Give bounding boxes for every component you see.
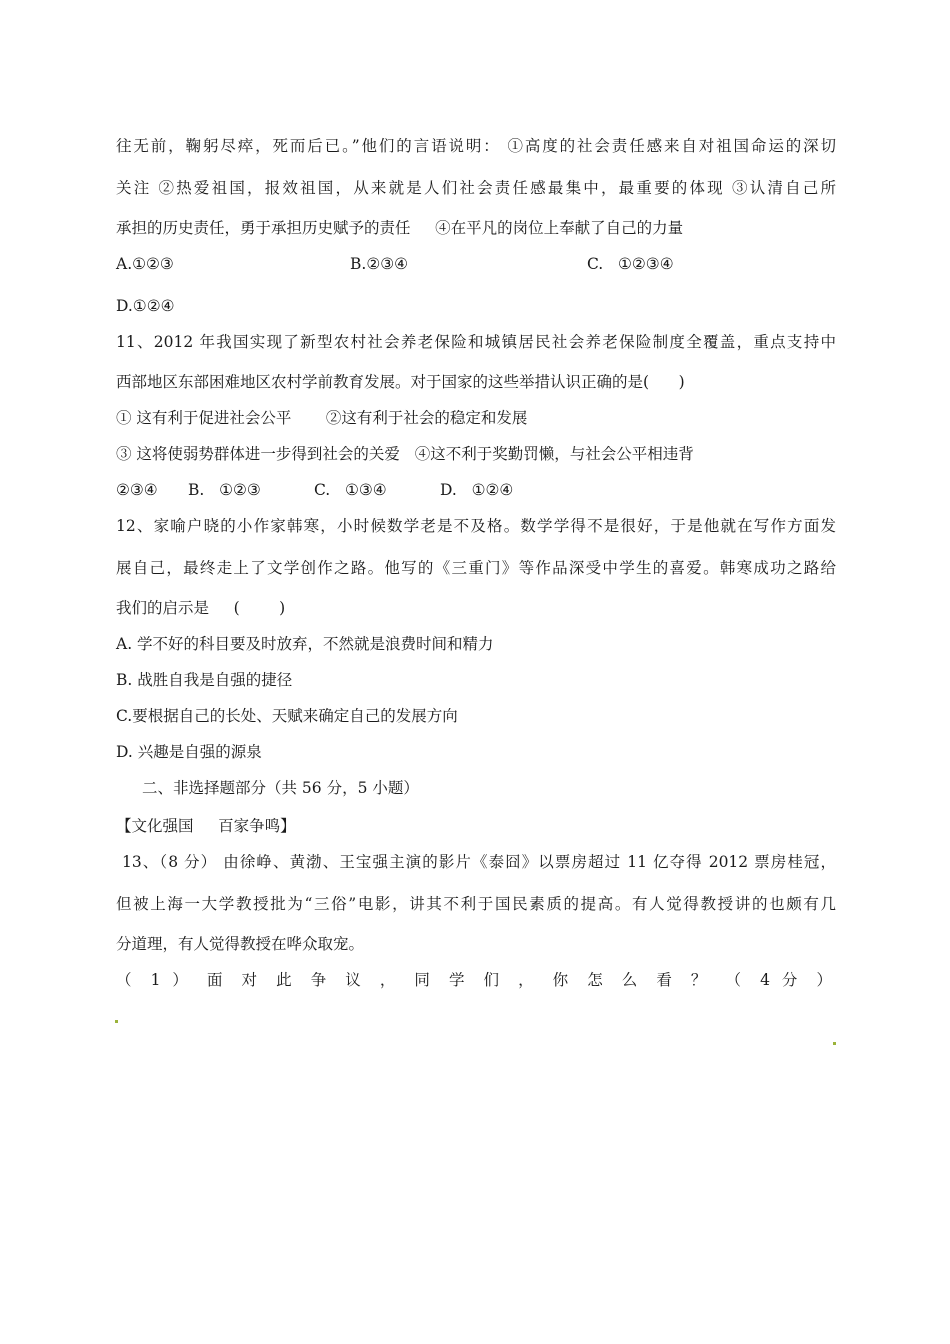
- q11-line-1: 11、2012 年我国实现了新型农村社会养老保险和城镇居民社会养老保险制度全覆盖，重点支持中: [116, 333, 836, 351]
- artifact-dot: [115, 1020, 118, 1023]
- q10-option-b: B.②③④: [350, 255, 409, 273]
- section-2-heading: 二、非选择题部分（共 56 分，5 小题）: [142, 779, 419, 797]
- q11-option-a: ②③④: [116, 481, 158, 499]
- q11-option-c: C. ①③④: [314, 481, 387, 499]
- q10-option-a: A.①②③: [116, 255, 174, 273]
- q12-line-1: 12、家喻户晓的小作家韩寒，小时候数学老是不及格。数学学得不是很好，于是他就在写作方面发: [116, 517, 836, 535]
- q11-option-d: D. ①②④: [440, 481, 514, 499]
- section-2-subheading: 【文化强国 百家争鸣】: [116, 817, 296, 835]
- q12-line-3: 我们的启示是 ( ): [116, 599, 286, 617]
- q11-option-b: B. ①②③: [188, 481, 261, 499]
- q12-option-a: A. 学不好的科目要及时放弃，不然就是浪费时间和精力: [116, 635, 494, 653]
- q10-line-3: 承担的历史责任，勇于承担历史赋予的责任 ④在平凡的岗位上奉献了自己的力量: [116, 219, 684, 237]
- q10-line-1: 往无前，鞠躬尽瘁，死而后已。”他们的言语说明： ①高度的社会责任感来自对祖国命运的深切: [116, 137, 836, 155]
- q10-line-2: 关注 ②热爱祖国，报效祖国，从来就是人们社会责任感最集中，最重要的体现 ③认清自己所: [116, 179, 836, 197]
- q11-line-2: 西部地区东部困难地区农村学前教育发展。对于国家的这些举措认识正确的是( ): [116, 373, 685, 391]
- q11-line-3: ① 这有利于促进社会公平 ②这有利于社会的稳定和发展: [116, 409, 528, 427]
- q13-line-3: 分道理，有人觉得教授在哗众取宠。: [116, 935, 365, 953]
- q12-line-2: 展自己，最终走上了文学创作之路。他写的《三重门》等作品深受中学生的喜爱。韩寒成功之路给: [116, 559, 836, 577]
- q12-option-c: C.要根据自己的长处、天赋来确定自己的发展方向: [116, 707, 458, 725]
- artifact-dot: [833, 1042, 836, 1045]
- q12-option-d: D. 兴趣是自强的源泉: [116, 743, 262, 761]
- q13-sub-question-1: （ 1 ） 面 对 此 争 议 ， 同 学 们 ， 你 怎 么 看 ？ （ 4 分 ）: [116, 971, 832, 989]
- q11-line-4: ③ 这将使弱势群体进一步得到社会的关爱 ④这不利于奖勤罚懒，与社会公平相违背: [116, 445, 694, 463]
- q13-line-2: 但被上海一大学教授批为“三俗”电影，讲其不利于国民素质的提高。有人觉得教授讲的也颇有几: [116, 895, 836, 913]
- q10-option-c: C. ①②③④: [587, 255, 674, 273]
- q10-option-d: D.①②④: [116, 297, 175, 315]
- q12-option-b: B. 战胜自我是自强的捷径: [116, 671, 293, 689]
- q13-line-1: 13、（8 分） 由徐峥、黄渤、王宝强主演的影片《泰囧》以票房超过 11 亿夺得 2012 票房桂冠，: [122, 853, 836, 871]
